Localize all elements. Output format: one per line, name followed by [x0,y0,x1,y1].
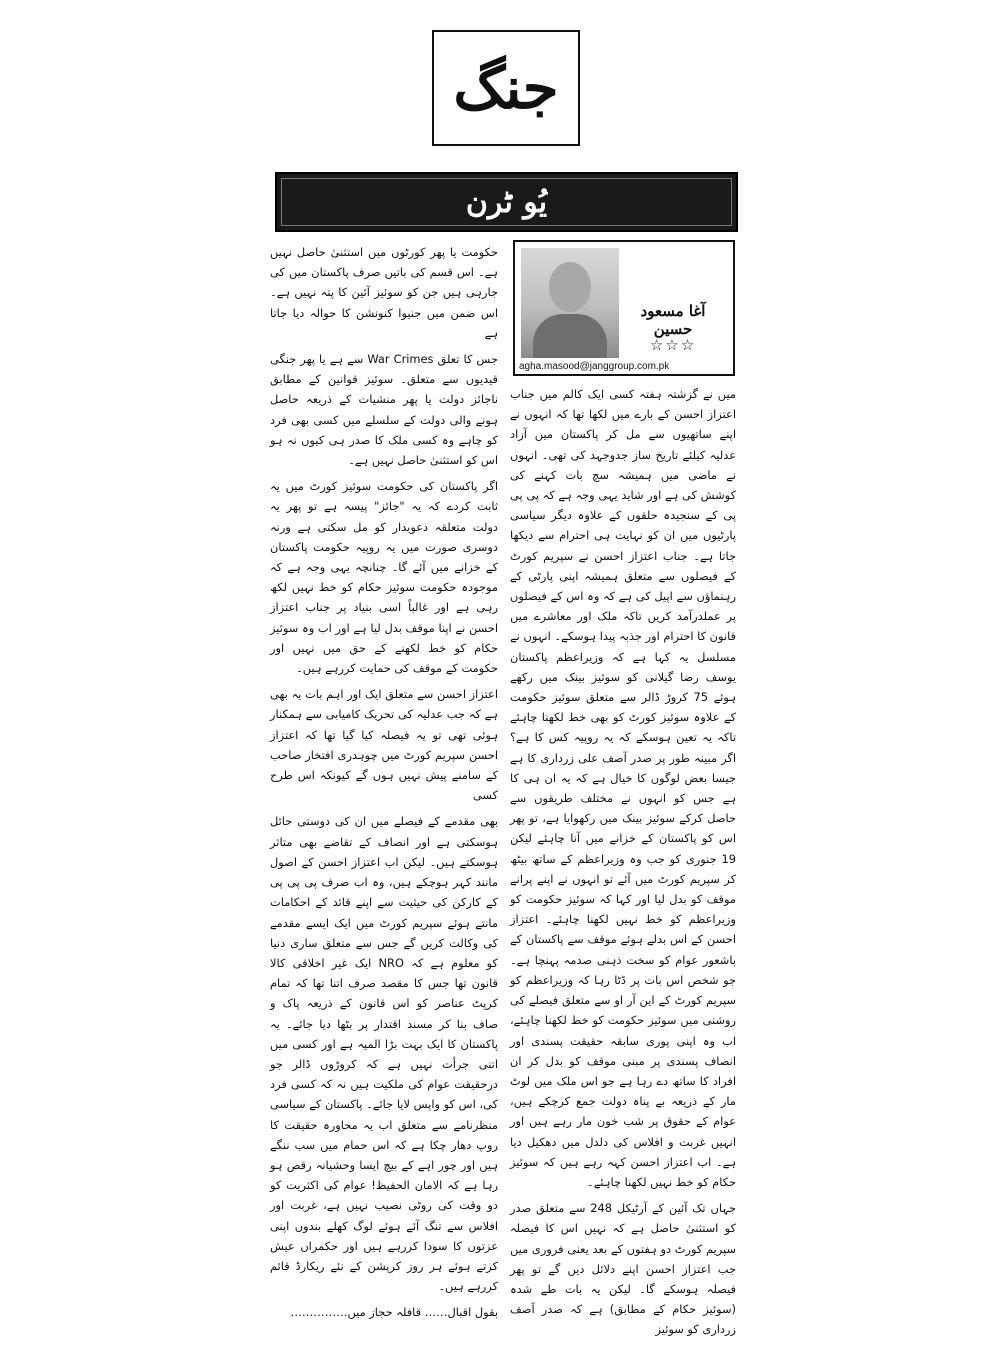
article-column-right [510,384,736,1346]
article-paragraph: جس کا تعلق War Crimes سے ہے یا پھر جنگی قیدیوں سے متعلق۔ سوئیز قوانین کے مطابق ناجائز دولت یا پھر منشیات کے ذریعہ حاصل ہونے والی دولت کے سلسلے میں کسی بھی فرد کو چاہے وہ کسی ملک کا صدر ہی کیوں نہ ہو اس کو استثنیٰ حاصل نہیں ہے۔ [270,352,498,468]
article-paragraph: بھی مقدمے کے فیصلے میں ان کی دوستی حائل ہوسکتی ہے اور انصاف کے تقاضے بھی متاثر ہوسکتے ہیں۔ لیکن اب اعتزاز احسن کے اصول مانند کہر ہوچکے ہیں، وہ اب صرف پی پی پی کے کارکن کی حیثیت سے اپنے قائد کے احکامات مانتے ہوئے سپریم کورٹ میں ایک ایسے مقدمے کی وکالت کریں گے جس سے متعلق ساری دنیا کو معلوم ہے کہ NRO ایک غیر اخلاقی کالا قانون تھا جس کا مقصد صرف اتنا تھا کہ تمام کرپٹ عناصر کو اس قانون کے ذریعہ پاک و صاف بنا کر مسند اقتدار پر بٹھا دیا جائے۔ یہ پاکستان کا ایک بہت بڑا المیہ ہے اور کسی میں اتنی جرأت نہیں ہے کہ کروڑوں ڈالر جو درحقیقت عوام کی ملکیت ہیں نہ کہ کسی فرد کی، اس کو واپس لایا جائے۔ پاکستان کے سیاسی منظرنامے سے متعلق اب یہ محاورہ حقیقت کا روپ دھار چکا ہے کہ اس حمام میں سب ننگے ہیں اور چور اہے کے بیچ ایسا وحشیانہ رقص ہو رہا ہے کہ الامان الحفیظ! عوام کی اکثریت کو دو وقت کی روٹی نصیب نہیں ہے، غربت اور افلاس سے تنگ آئے ہوئے لوگ کھلے بندوں اپنی عزتوں کا سودا کررہے ہیں اور حکمراں عیش کرتے ہوئے ہر روز کرپشن کے نئے ریکارڈ قائم کررہے ہیں۔ [270,814,498,1294]
author-stars: ☆☆☆ [649,336,697,354]
author-photo [521,248,619,358]
article-column-left [270,242,498,1323]
column-title-banner [275,172,738,232]
author-box [513,240,735,376]
author-photo-body [533,314,607,358]
article-paragraph: حکومت یا پھر کورٹوں میں استثنیٰ حاصل نہیں ہے۔ اس قسم کی باتیں صرف پاکستان میں کی جارہی ہیں جن کو سوئیز آئین کا پتہ نہیں ہے۔ اس ضمن میں جنیوا کنونشن کا حوالہ دیا جاتا ہے [270,245,498,340]
article-paragraph: اعتزاز احسن سے متعلق ایک اور اہم بات یہ بھی ہے کہ جب عدلیہ کی تحریک کامیابی سے ہمکنار ہوئی تھی تو یہ فیصلہ کیا گیا تھا کہ اعتزاز احسن سپریم کورٹ میں چوہدری افتخار صاحب کے سامنے پیش نہیں ہوں گے کیونکہ اس طرح کسی [270,687,498,803]
article-paragraph: جہاں تک آئین کے آرٹیکل 248 سے متعلق صدر کو استثنیٰ حاصل ہے کہ نہیں اس کا فیصلہ سپریم کورٹ دو ہفتوں کے بعد یعنی فروری میں جب اعتزاز احسن اپنے دلائل دیں گے تو پھر فیصلہ ہوسکے گا۔ لیکن یہ بات طے شدہ (سوئیز حکام کے مطابق) ہے کہ صدر آصف زرداری کو سوئیز [510,1201,737,1337]
logo-text: جنگ [453,54,559,122]
author-name: آغا مسعود حسین [640,302,706,338]
newspaper-logo [432,30,580,146]
article-paragraph: اگر پاکستان کی حکومت سوئیز کورٹ میں یہ ثابت کردے کہ یہ "جائز" پیسہ ہے تو پھر یہ دولت متعلقہ دعویدار کو مل سکتی ہے ورنہ دوسری صورت میں یہ روپیہ حکومت پاکستان کے خزانے میں آئے گا۔ چنانچہ یہی وجہ ہے کہ موجودہ حکومت سوئیز حکام کو خط نہیں لکھ رہی ہے اور غالباً اسی بنیاد پر جناب اعتزاز احسن نے اپنا موقف بدل لیا ہے اور اب وہ سوئیز حکام کو خط لکھنے کے حق میں نہیں اور حکومت کے موقف کی حمایت کررہے ہیں۔ [270,479,498,676]
author-photo-head [549,262,591,312]
column-title: یُو ٹرن [465,184,548,220]
article-paragraph: میں نے گزشتہ ہفتہ کسی ایک کالم میں جناب اعتزاز احسن کے بارے میں لکھا تھا کہ انہوں نے اپنے ساتھیوں سے مل کر پاکستان میں آزاد عدلیہ کیلئے تاریخ ساز جدوجہد کی تھی۔ انہوں نے ماضی میں ہمیشہ سچ بات کہنے کی کوشش کی ہے اور شاید یہی وجہ ہے کہ پی پی پی کے سنجیدہ حلقوں کے علاوہ دیگر سیاسی پارٹیوں میں ان کو نہایت ہی احترام سے دیکھا جاتا ہے۔ جناب اعتزاز احسن نے سپریم کورٹ کے فیصلوں سے متعلق ہمیشہ اپنی پارٹی کے رہنماؤں سے اپیل کی ہے کہ وہ اس کے فیصلوں پر عملدرآمد کریں تاکہ ملک اور معاشرے میں قانون کا احترام اور جذبہ پیدا ہوسکے۔ انہوں نے مسلسل یہ کہا ہے کہ وزیراعظم پاکستان یوسف رضا گیلانی کو سوئیز بینک میں رکھے ہوئے 75 کروڑ ڈالر سے متعلق سوئیز حکومت کے علاوہ سوئیز کورٹ کو بھی خط لکھنا چاہئے تاکہ یہ تعین ہوسکے کہ یہ روپیہ کس کا ہے؟ اگر مبینہ طور پر صدر آصف علی زرداری کا ہے جیسا بعض لوگوں کا خیال ہے کہ یہ ان ہی کا ہے جس کو انہوں نے مختلف طریقوں سے حاصل کرکے سوئیز بینک میں رکھوایا ہے، تو پھر اس کو پاکستان کے خزانے میں آنا چاہئے لیکن 19 جنوری کو جب وہ وزیراعظم کے ساتھ بیٹھ کر سپریم کورٹ میں آئے تو انہوں نے اپنے پرانے موقف کو بدل لیا اور کہا کہ سوئیز حکومت کو وزیراعظم کو خط نہیں لکھنا چاہئے۔ اعتزاز احسن کے اس بدلے ہوئے موقف سے پاکستان کے باشعور عوام کو سخت ذہنی صدمہ پہنچا ہے۔ جو شخص اس بات پر ڈٹا رہا کہ وزیراعظم کو سپریم کورٹ کے این آر او سے متعلق فیصلے کی روشنی میں سوئیز حکومت کو خط لکھنا چاہئے، اب وہ اپنی پوری سابقہ حقیقت پسندی اور انصاف پسندی پر مبنی موقف کو بدل کر ان افراد کا ساتھ دے رہا ہے جو اس ملک میں لوٹ مار کے ذریعہ بے پناہ دولت جمع کرچکے ہیں، عوام کے حقوق پر شب خون مار رہے ہیں اور انہیں غربت و افلاس کی دلدل میں دھکیل دیا ہے۔ اب اعتزاز احسن کہہ رہے ہیں کہ سوئیز حکام کو خط نہیں لکھنا چاہئے۔ [510,387,736,1189]
closing-quote: بقول اقبال…… قافلہ حجاز میں…………… [290,1305,498,1320]
author-email: agha.masood@janggroup.com.pk [519,361,670,372]
